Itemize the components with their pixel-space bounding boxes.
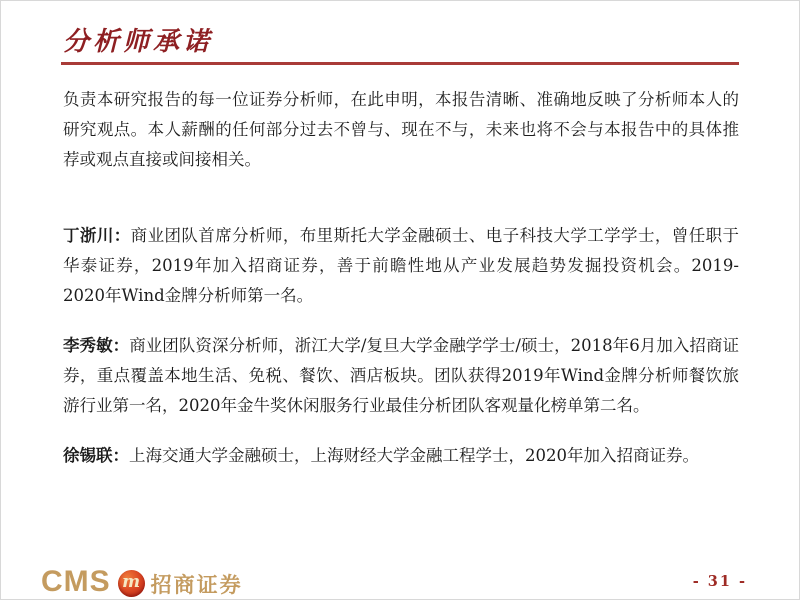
analyst-name: 徐锡联： bbox=[63, 446, 129, 465]
analyst-name: 李秀敏： bbox=[63, 336, 130, 355]
page-title: 分析师承诺 bbox=[63, 27, 214, 57]
cms-footer-logo bbox=[41, 565, 243, 599]
cms-chinese-name: 招商证券 bbox=[150, 574, 243, 597]
body-text-block bbox=[63, 85, 739, 491]
page-number: - 31 - bbox=[692, 573, 747, 590]
cms-logo-text: CMS bbox=[41, 565, 111, 598]
analyst-name: 丁浙川： bbox=[63, 226, 131, 245]
analyst-bio-paragraph bbox=[63, 331, 739, 421]
cms-m-logo-icon bbox=[118, 570, 145, 597]
analyst-bio-text: 商业团队首席分析师，布里斯托大学金融硕士、电子科技大学工学学士，曾任职于华泰证券，2019年加入招商证券，善于前瞻性地从产业发展趋势发掘投资机会。2019-2020年Wind金牌分析师第一名。 bbox=[63, 226, 740, 305]
title-underline-rule bbox=[61, 62, 739, 65]
cms-m-letter: m bbox=[122, 571, 141, 592]
analyst-bio-paragraph bbox=[63, 221, 739, 311]
analyst-declaration-paragraph: 负责本研究报告的每一位证券分析师，在此申明，本报告清晰、准确地反映了分析师本人的研究观点。本人薪酬的任何部分过去不曾与、现在不与，未来也将不会与本报告中的具体推荐或观点直接或间接相关。 bbox=[63, 90, 739, 169]
analyst-bio-text: 商业团队资深分析师，浙江大学/复旦大学金融学学士/硕士，2018年6月加入招商证券，重点覆盖本地生活、免税、餐饮、酒店板块。团队获得2019年Wind金牌分析师餐饮旅游行业第一名，2020年金牛奖休闲服务行业最佳分析团队客观量化榜单第二名。 bbox=[63, 336, 740, 415]
analyst-bio-text: 上海交通大学金融硕士，上海财经大学金融工程学士，2020年加入招商证券。 bbox=[129, 446, 699, 465]
analyst-bio-paragraph bbox=[63, 441, 739, 471]
